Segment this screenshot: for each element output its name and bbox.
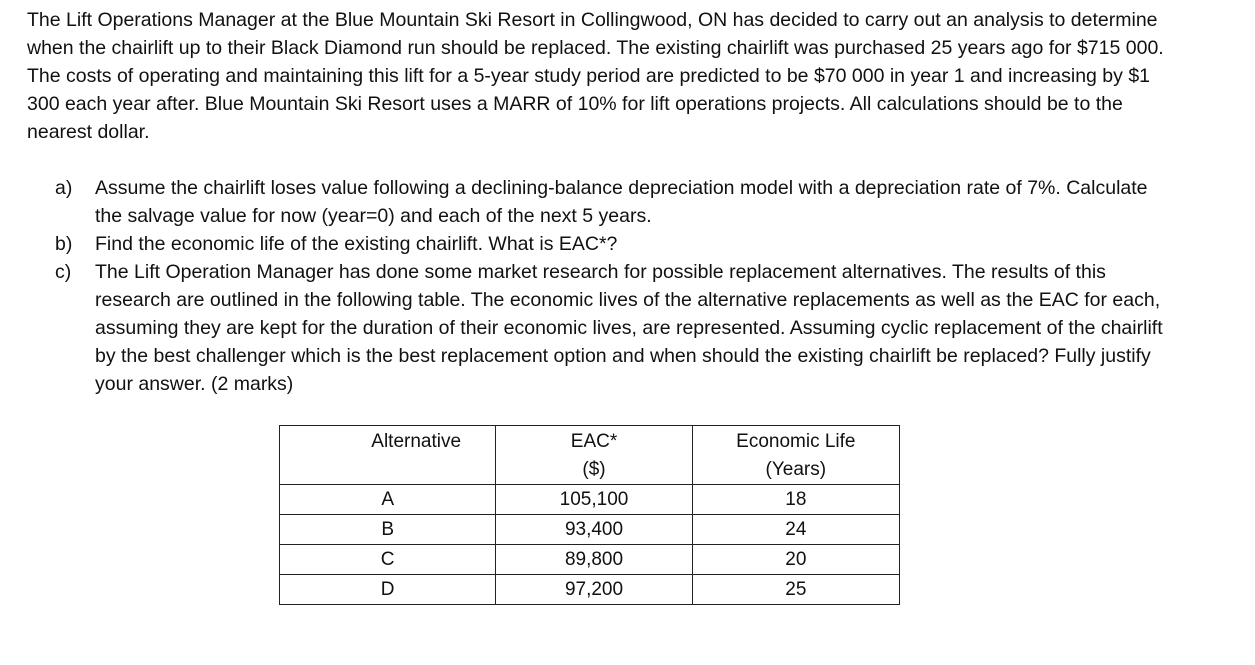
cell-economic-life: 18 — [692, 485, 899, 515]
header-economic-life — [692, 426, 899, 485]
question-b-text: Find the economic life of the existing chairlift. What is EAC*? — [95, 233, 618, 255]
cell-eac: 97,200 — [496, 575, 692, 605]
header-alternative — [280, 426, 496, 485]
question-a-text: Assume the chairlift loses value following a declining-balance depreciation model with a depreciation rate of 7%. Calculate the salvage value for now (year=0) and each of the next 5 years. — [95, 177, 1148, 227]
cell-economic-life: 24 — [692, 515, 899, 545]
question-a-marker: a) — [55, 177, 73, 199]
question-b — [55, 230, 1165, 258]
question-c — [55, 258, 1165, 398]
question-c-text: The Lift Operation Manager has done some market research for possible replacement alternatives. The results of this research are outlined in the following table. The economic lives of the alternative replacements as well as the EAC for each, assuming they are kept for the duration of their economic lives, are represented. Assuming cyclic replacement of the chairlift by the best challenger which is the best replacement option and when should the existing chairlift be replaced? Fully justify your answer. (2 marks) — [95, 261, 1163, 395]
header-eac-label: EAC* — [570, 431, 618, 452]
question-c-marker: c) — [55, 261, 72, 283]
table-row — [280, 545, 900, 575]
alternatives-table — [279, 425, 900, 605]
cell-eac: 89,800 — [496, 545, 692, 575]
cell-alternative: B — [280, 515, 496, 545]
cell-alternative: A — [280, 485, 496, 515]
header-eac — [496, 426, 692, 485]
table-row — [280, 515, 900, 545]
table-row — [280, 485, 900, 515]
cell-eac: 93,400 — [496, 515, 692, 545]
question-list — [55, 174, 1165, 398]
cell-alternative: C — [280, 545, 496, 575]
table-row — [280, 575, 900, 605]
header-economic-life-unit: (Years) — [765, 459, 827, 480]
table-header-row — [280, 426, 900, 485]
header-alternative-label: Alternative — [371, 431, 462, 452]
cell-eac: 105,100 — [496, 485, 692, 515]
cell-economic-life: 20 — [692, 545, 899, 575]
question-b-marker: b) — [55, 233, 73, 255]
problem-intro-paragraph: The Lift Operations Manager at the Blue Mountain Ski Resort in Collingwood, ON has decided to carry out an analysis to determine when the chairlift up to their Black Diamond run should be replaced. The existing chairlift was purchased 25 years ago for $715 000. The costs of operating and maintaining this lift for a 5-year study period are predicted to be $70 000 in year 1 and increasing by $1 300 each year after. Blue Mountain Ski Resort uses a MARR of 10% for lift operations projects. All calculations should be to the nearest dollar. — [27, 9, 1164, 143]
header-economic-life-label: Economic Life — [736, 431, 856, 452]
cell-alternative: D — [280, 575, 496, 605]
cell-economic-life: 25 — [692, 575, 899, 605]
question-a — [55, 174, 1165, 230]
header-eac-unit: ($) — [582, 459, 606, 480]
